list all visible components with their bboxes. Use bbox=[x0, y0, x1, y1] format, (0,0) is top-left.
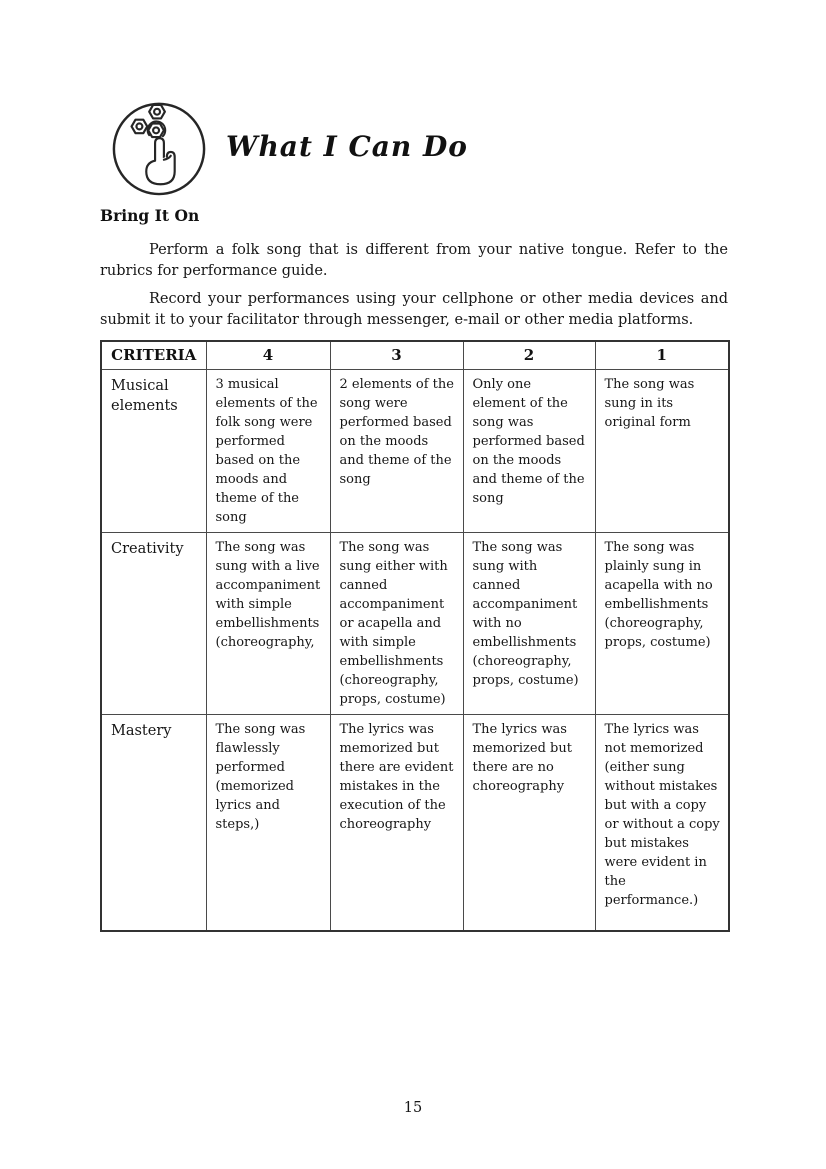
table-row-mastery bbox=[101, 714, 729, 931]
rubric-cell: The song was plainly sung in acapella with no embellishments (choreography, props, costume) bbox=[595, 532, 729, 714]
table-row-musical-elements bbox=[101, 369, 729, 532]
rubric-table bbox=[100, 340, 730, 932]
rubric-cell: The lyrics was not memorized (either sung without mistakes but with a copy or without a copy but mistakes were evident in the performance.) bbox=[595, 714, 729, 931]
rubric-cell: 2 elements of the song were performed based on the moods and theme of the song bbox=[330, 369, 463, 532]
rubric-cell: 3 musical elements of the folk song were performed based on the moods and theme of the song bbox=[206, 369, 330, 532]
column-header-criteria: CRITERIA bbox=[101, 341, 206, 369]
rubric-criteria: Mastery bbox=[101, 714, 206, 931]
rubric-cell: The song was sung either with canned accompaniment or acapella and with simple embellishments (choreography, props, costume) bbox=[330, 532, 463, 714]
rubric-criteria: Creativity bbox=[101, 532, 206, 714]
rubric-cell: The song was sung with a live accompaniment with simple embellishments (choreography, bbox=[206, 532, 330, 714]
rubric-cell: The lyrics was memorized but there are evident mistakes in the execution of the choreography bbox=[330, 714, 463, 931]
column-header-1: 1 bbox=[595, 341, 729, 369]
rubric-criteria: Musical elements bbox=[101, 369, 206, 532]
page-title: What I Can Do bbox=[226, 130, 468, 163]
hand-with-wrench-icon bbox=[110, 98, 208, 196]
rubric-cell: The song was sung with canned accompaniment with no embellishments (choreography, props, costume) bbox=[463, 532, 595, 714]
rubric-cell: Only one element of the song was performed based on the moods and theme of the song bbox=[463, 369, 595, 532]
rubric-cell: The song was flawlessly performed (memorized lyrics and steps,) bbox=[206, 714, 330, 931]
rubric-header-row bbox=[101, 341, 729, 369]
rubric-cell: The lyrics was memorized but there are no choreography bbox=[463, 714, 595, 931]
column-header-4: 4 bbox=[206, 341, 330, 369]
column-header-3: 3 bbox=[330, 341, 463, 369]
activity-heading: Bring It On bbox=[100, 206, 200, 225]
instruction-paragraph-1: Perform a folk song that is different from your native tongue. Refer to the rubrics for performance guide. bbox=[100, 242, 728, 279]
table-row-creativity bbox=[101, 532, 729, 714]
instruction-paragraph-2: Record your performances using your cellphone or other media devices and submit it to your facilitator through messenger, e-mail or other media platforms. bbox=[100, 291, 728, 328]
page-number: 15 bbox=[403, 1100, 423, 1116]
column-header-2: 2 bbox=[463, 341, 595, 369]
rubric-cell: The song was sung in its original form bbox=[595, 369, 729, 532]
